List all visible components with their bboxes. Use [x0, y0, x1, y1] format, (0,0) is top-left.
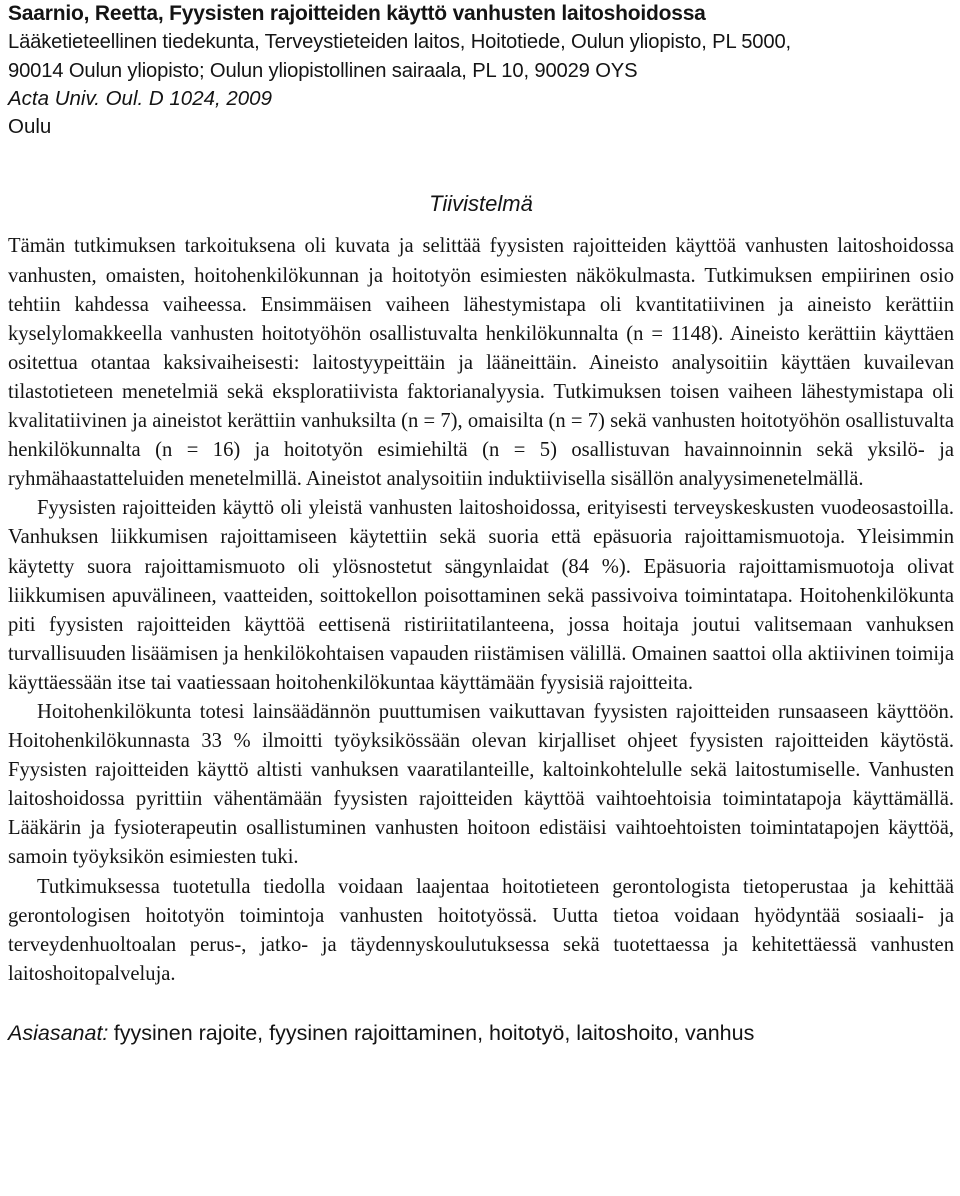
- abstract-paragraph-1: Tämän tutkimuksen tarkoituksena oli kuvata ja selittää fyysisten rajoitteiden käyttöä vanhusten laitoshoidossa vanhusten, omaisten, hoitohenkilökunnan ja hoitotyön esimiesten näkökulmasta. Tutkimuksen empiirinen osio tehtiin kahdessa vaiheessa. Ensimmäisen vaiheen lähestymistapa oli kvantitatiivinen ja aineisto kerättiin kyselylomakkeella vanhusten hoitotyöhön osallistuvalta henkilökunnalta (n = 1148). Aineisto kerättiin käyttäen ositettua otantaa kaksivaiheisesti: laitostyypeittäin ja lääneittäin. Aineisto analysoitiin käyttäen kuvailevan tilastotieteen menetelmiä sekä eksploratiivista faktorianalyysia. Tutkimuksen toisen vaiheen lähestymistapa oli kvalitatiivinen ja aineistot kerättiin vanhuksilta (n = 7), omaisilta (n = 7) sekä vanhusten hoitotyöhön osallistuvalta henkilökunnalta (n = 16) ja hoitotyön esimiehiltä (n = 5) osallistuvan havainnoinnin sekä yksilö- ja ryhmähaastatteluiden menetelmillä. Aineistot analysoitiin induktiivisella sisällön analyysimenetelmällä.: [8, 235, 954, 491]
- affiliation-line-1: Lääketieteellinen tiedekunta, Terveystieteiden laitos, Hoitotiede, Oulun yliopisto, PL 5000,: [8, 31, 791, 54]
- abstract-title: Tiivistelmä: [429, 191, 533, 217]
- abstract-paragraph-3: Hoitohenkilökunta totesi lainsäädännön puuttumisen vaikuttavan fyysisten rajoitteiden runsaaseen käyttöön. Hoitohenkilökunnasta 33 % ilmoitti työyksikössään olevan kirjalliset ohjeet fyysisten rajoitteiden käytöstä. Fyysisten rajoitteiden käyttö altisti vanhuksen vaaratilanteille, kaltoinkohtelulle sekä laitostumiselle. Vanhusten laitoshoidossa pyrittiin vähentämään fyysisten rajoitteiden käyttöä vaihtoehtoisia toimintatapoja käyttämällä. Lääkärin ja fysioterapeutin osallistuminen vanhusten hoitoon edistäisi vaihtoehtoisten toimintatapojen käyttöä, samoin työyksikön esimiesten tuki.: [8, 700, 954, 869]
- keywords-label: Asiasanat:: [8, 1020, 109, 1045]
- series-reference: Acta Univ. Oul. D 1024, 2009: [8, 86, 272, 110]
- bibliographic-header: [8, 0, 954, 141]
- abstract-paragraph-2: Fyysisten rajoitteiden käyttö oli yleistä vanhusten laitoshoidossa, erityisesti terveyskeskusten vuodeosastoilla. Vanhuksen liikkumisen rajoittamiseen käytettiin sekä suoria että epäsuoria rajoittamismuotoja. Yleisimmin käytetty suora rajoittamismuoto oli ylösnostetut sängynlaidat (84 %). Epäsuoria rajoittamismuotoja olivat liikkumisen apuvälineen, vaatteiden, soittokellon poisottaminen sekä passivoiva toimintatapa. Hoitohenkilökunta piti fyysisten rajoitteiden käyttöä eettisenä ristiriitatilanteena, jossa hoitaja joutui valitsemaan vanhuksen turvallisuuden lisäämisen ja henkilökohtaisen vapauden riistämisen välillä. Omainen saattoi olla aktiivinen toimija käyttäessään itse tai vaatiessaan hoitohenkilökuntaa käyttämään fyysisiä rajoitteita.: [8, 497, 954, 694]
- publication-city: Oulu: [8, 115, 52, 139]
- abstract-paragraph-4: Tutkimuksessa tuotetulla tiedolla voidaan laajentaa hoitotieteen gerontologista tietoperustaa ja kehittää gerontologisen hoitotyön toimintoja vanhusten hoitotyössä. Uutta tietoa voidaan hyödyntää sosiaali- ja terveydenhuoltoalan perus-, jatko- ja täydennyskoulutuksessa sekä tuotettaessa ja kehitettäessä vanhusten laitoshoitopalveluja.: [8, 875, 954, 985]
- affiliation-line-2: 90014 Oulun yliopisto; Oulun yliopistollinen sairaala, PL 10, 90029 OYS: [8, 59, 638, 82]
- keywords-value: fyysinen rajoite, fyysinen rajoittaminen, hoitotyö, laitoshoito, vanhus: [113, 1020, 755, 1045]
- abstract-body: [8, 232, 954, 988]
- keywords-line: [8, 1019, 954, 1047]
- author-and-title: Saarnio, Reetta, Fyysisten rajoitteiden käyttö vanhusten laitoshoidossa: [8, 2, 706, 25]
